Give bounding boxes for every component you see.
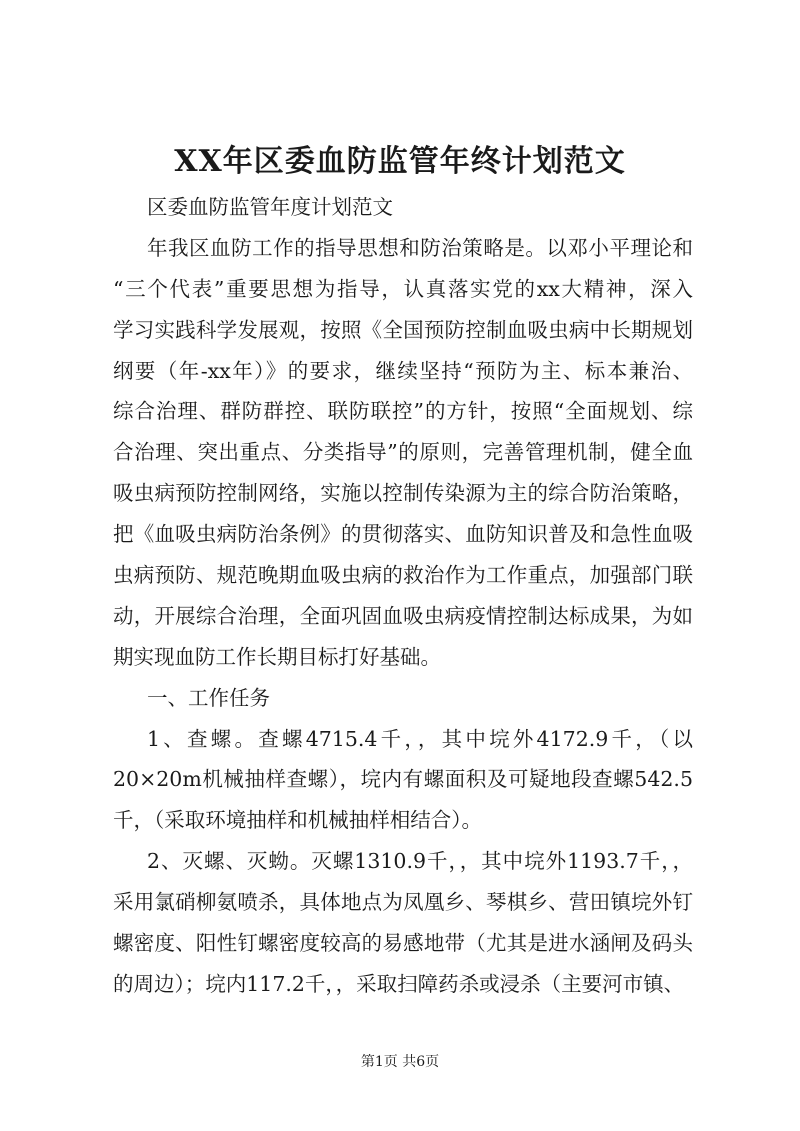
paragraph-line: 虫病预防、规范晚期血吸虫病的救治作为工作重点，加强部门联 <box>113 563 693 588</box>
paragraph-line: 一、工作任务 <box>147 685 270 710</box>
paragraph-line: 2、灭螺、灭蚴。灭螺1310.9千，，其中垸外1193.7千，， <box>147 849 693 874</box>
intro-paragraph <box>113 228 693 678</box>
paragraph-line: 采用氯硝柳氨喷杀，具体地点为凤凰乡、琴棋乡、营田镇垸外钉 <box>113 890 693 915</box>
document-title: XX年区委血防监管年终计划范文 <box>174 144 626 179</box>
paragraph-line: 千，（采取环境抽样和机械抽样相结合）。 <box>113 808 482 833</box>
task-2-paragraph <box>113 841 693 1005</box>
paragraph-list <box>113 228 693 1005</box>
paragraph-line: 把《血吸虫病防治条例》的贯彻落实、血防知识普及和急性血吸 <box>113 522 693 547</box>
task-1-paragraph <box>113 719 693 842</box>
paragraph-line: “三个代表”重要思想为指导，认真落实党的xx大精神，深入 <box>113 276 693 301</box>
paragraph-line: 吸虫病预防控制网络，实施以控制传染源为主的综合防治策略， <box>113 481 693 506</box>
paragraph-line: 20×20m机械抽样查螺），垸内有螺面积及可疑地段查螺542.5 <box>113 767 693 792</box>
paragraph-line: 学习实践科学发展观，按照《全国预防控制血吸虫病中长期规划 <box>113 317 693 342</box>
document-body <box>113 187 693 1005</box>
paragraph-line: 纲要（年-xx年）》的要求，继续坚持“预防为主、标本兼治、 <box>113 358 693 383</box>
paragraph-line: 综合治理、群防群控、联防联控”的方针，按照“全面规划、综 <box>113 399 693 424</box>
subtitle-line: 区委血防监管年度计划范文 <box>147 195 393 219</box>
paragraph-line: 期实现血防工作长期目标打好基础。 <box>113 644 441 669</box>
page-footer: 第1页 共6页 <box>360 1054 440 1070</box>
paragraph-line: 合治理、突出重点、分类指导”的原则，完善管理机制，健全血 <box>113 440 693 465</box>
paragraph-line: 的周边）；垸内117.2千，，采取扫障药杀或浸杀（主要河市镇、 <box>113 971 685 996</box>
subtitle <box>113 187 693 228</box>
paragraph-line: 动，开展综合治理，全面巩固血吸虫病疫情控制达标成果，为如 <box>113 603 693 628</box>
paragraph-line: 年我区血防工作的指导思想和防治策略是。以邓小平理论和 <box>147 235 693 260</box>
paragraph-line: 螺密度、阳性钉螺密度较高的易感地带（尤其是进水涵闸及码头 <box>113 931 693 956</box>
paragraph-line: 1、查螺。查螺4715.4千，，其中垸外4172.9千，（以 <box>147 726 693 751</box>
section-heading <box>113 678 693 719</box>
